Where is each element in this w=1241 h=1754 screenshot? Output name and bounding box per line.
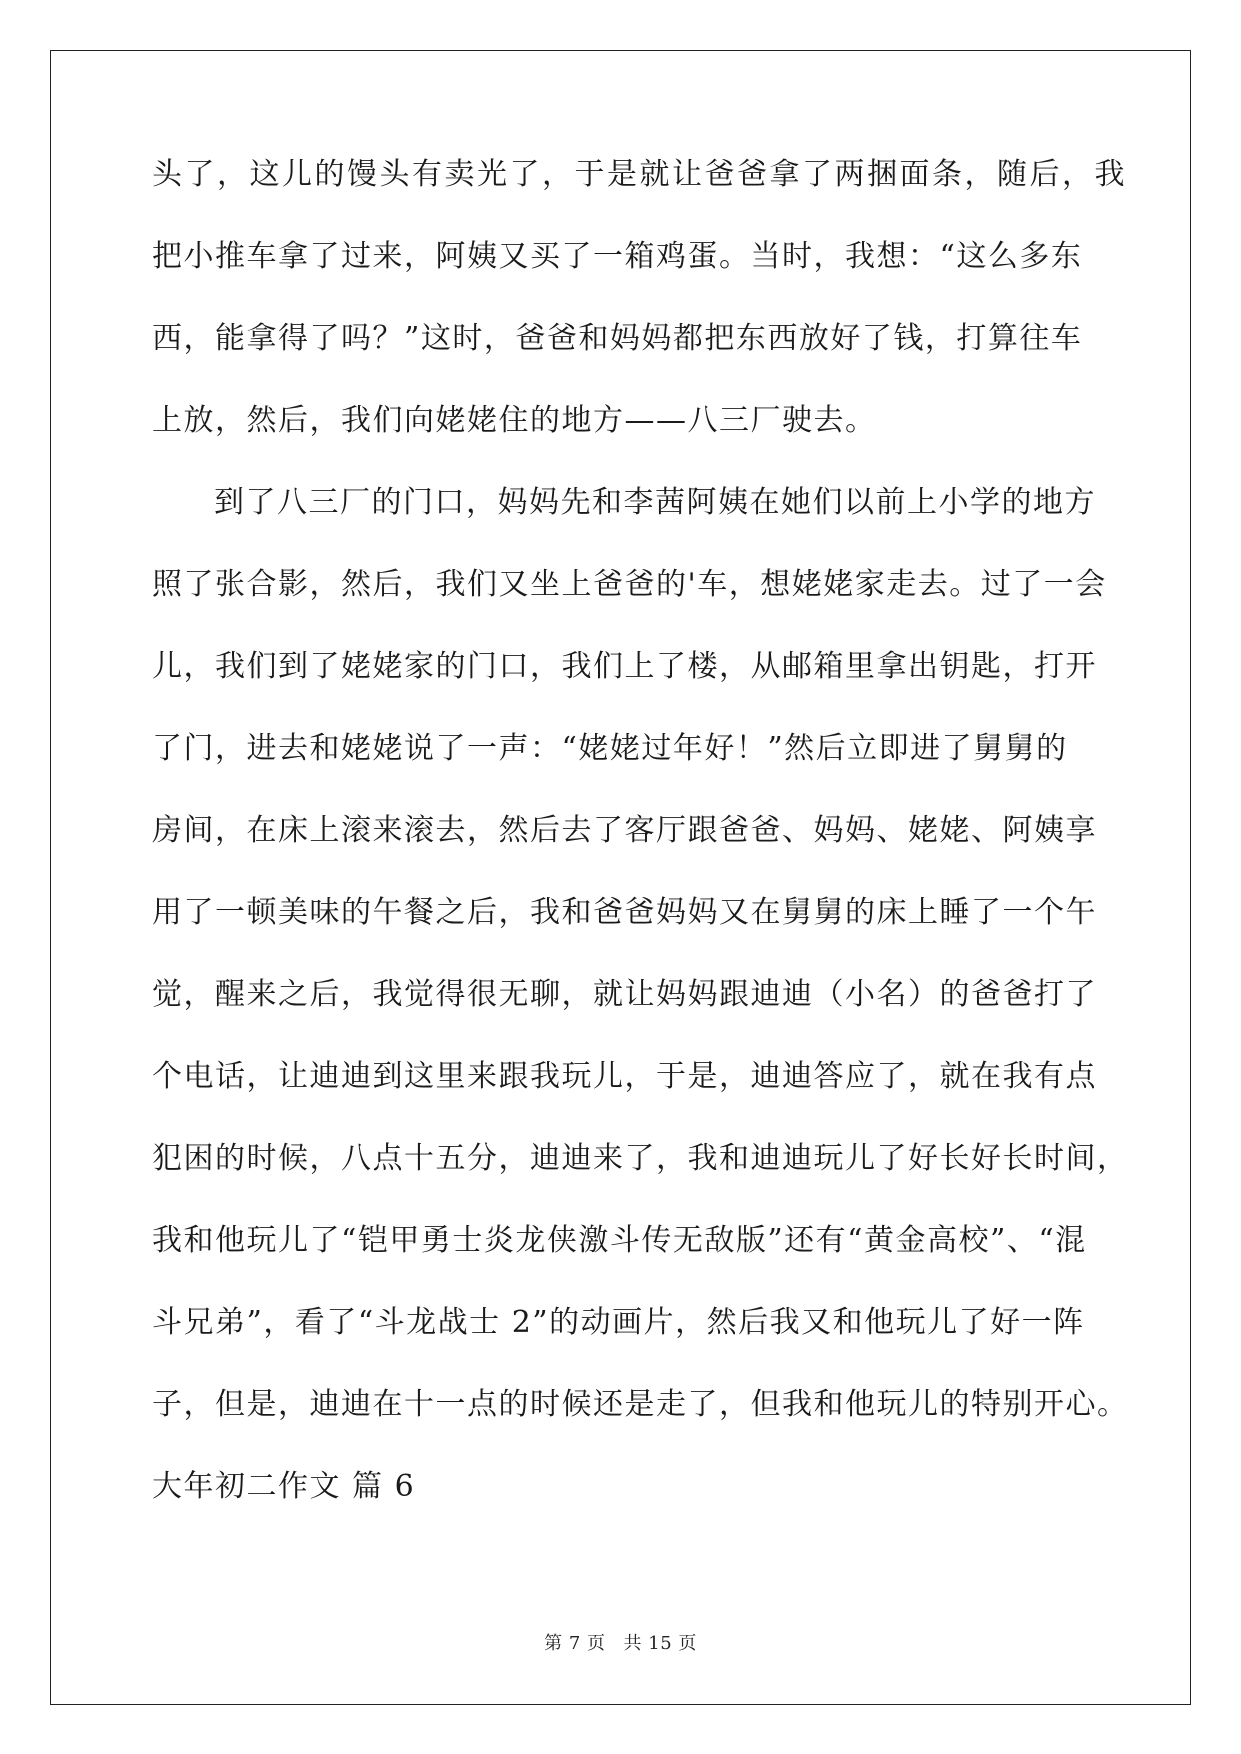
text-line: 子，但是，迪迪在十一点的时候还是走了，但我和他玩儿的特别开心。 bbox=[152, 1387, 1129, 1422]
text-line: 斗兄弟”，看了“斗龙战士 2”的动画片，然后我又和他玩儿了好一阵 bbox=[152, 1305, 1085, 1340]
text-line: 上放，然后，我们向姥姥住的地方——八三厂驶去。 bbox=[152, 403, 877, 438]
text-line: 儿，我们到了姥姥家的门口，我们上了楼，从邮箱里拿出钥匙，打开 bbox=[152, 649, 1097, 684]
page-number-current: 第 7 页 bbox=[544, 1633, 606, 1654]
section-title: 大年初二作文 篇 6 bbox=[152, 1469, 416, 1504]
text-line: 照了张合影，然后，我们又坐上爸爸的'车，想姥姥家走去。过了一会 bbox=[152, 567, 1107, 602]
text-line: 用了一顿美味的午餐之后，我和爸爸妈妈又在舅舅的床上睡了一个午 bbox=[152, 895, 1097, 930]
page-footer bbox=[0, 1629, 1241, 1655]
text-line: 把小推车拿了过来，阿姨又买了一箱鸡蛋。当时，我想：“这么多东 bbox=[152, 239, 1083, 274]
text-line: 了门，进去和姥姥说了一声：“姥姥过年好！”然后立即进了舅舅的 bbox=[152, 731, 1068, 766]
text-line: 房间，在床上滚来滚去，然后去了客厅跟爸爸、妈妈、姥姥、阿姨享 bbox=[152, 813, 1097, 848]
text-line: 犯困的时候，八点十五分，迪迪来了，我和迪迪玩儿了好长好长时间， bbox=[152, 1141, 1129, 1176]
text-line: 个电话，让迪迪到这里来跟我玩儿，于是，迪迪答应了，就在我有点 bbox=[152, 1059, 1097, 1094]
text-line: 西，能拿得了吗？”这时，爸爸和妈妈都把东西放好了钱，打算往车 bbox=[152, 321, 1083, 356]
document-body bbox=[152, 157, 1129, 1554]
text-line: 头了，这儿的馒头有卖光了，于是就让爸爸拿了两捆面条，随后，我 bbox=[152, 157, 1127, 192]
page-number-total: 共 15 页 bbox=[623, 1633, 697, 1654]
text-line: 觉，醒来之后，我觉得很无聊，就让妈妈跟迪迪（小名）的爸爸打了 bbox=[152, 977, 1097, 1012]
text-line: 我和他玩儿了“铠甲勇士炎龙侠激斗传无敌版”还有“黄金高校”、“混 bbox=[152, 1223, 1087, 1258]
paragraph-first-line: 到了八三厂的门口，妈妈先和李茜阿姨在她们以前上小学的地方 bbox=[214, 485, 1096, 520]
